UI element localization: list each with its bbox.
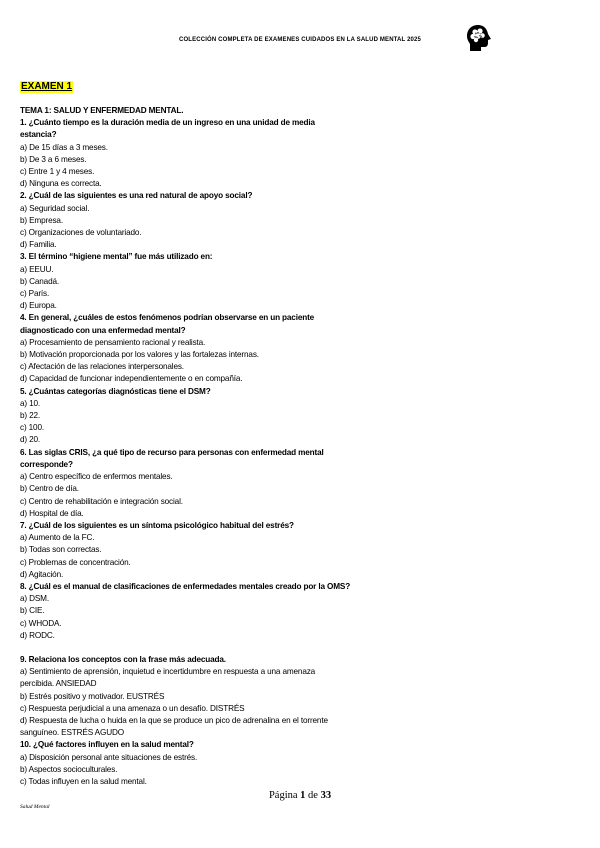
head-brain-icon: [466, 24, 492, 52]
question-line: 2. ¿Cuál de las siguientes es una red natural de apoyo social?: [20, 191, 253, 201]
answer-option: c) París.: [20, 289, 50, 299]
blank-line: [20, 642, 390, 654]
question-line: 8. ¿Cuál es el manual de clasificaciones de enfermedades mentales creado por la OMS?: [20, 581, 351, 591]
page-current: 1: [300, 790, 306, 801]
answer-option: a) Sentimiento de aprensión, inquietud e incertidumbre en respuesta a una amenaza: [20, 667, 316, 677]
question-line: 1. ¿Cuánto tiempo es la duración media de un ingreso en una unidad de media: [20, 118, 315, 128]
question-line: 3. El término “higiene mental” fue más utilizado en:: [20, 252, 213, 262]
answer-option: d) 20.: [20, 435, 41, 445]
answer-option: a) 10.: [20, 398, 41, 408]
answer-option: d) Familia.: [20, 240, 57, 250]
answer-option: c) Problemas de concentración.: [20, 557, 131, 567]
answer-option: b) Motivación proporcionada por los valores y las fortalezas internas.: [20, 350, 259, 360]
page-number: [0, 790, 600, 801]
answer-option: d) Hospital de día.: [20, 508, 84, 518]
answer-option: a) De 15 días a 3 meses.: [20, 142, 108, 152]
answer-option: c) Organizaciones de voluntariado.: [20, 228, 142, 238]
answer-option: b) Aspectos socioculturales.: [20, 764, 118, 774]
answer-option: b) Centro de día.: [20, 484, 79, 494]
question-line: 5. ¿Cuántas categorías diagnósticas tiene el DSM?: [20, 386, 211, 396]
page-total: 33: [320, 790, 332, 801]
answer-option: d) Capacidad de funcionar independientemente o en compañía.: [20, 374, 243, 384]
answer-option: c) Centro de rehabilitación e integración social.: [20, 496, 183, 506]
answer-option: sanguíneo. ESTRÉS AGUDO: [20, 728, 124, 738]
page-of: de: [308, 790, 318, 801]
answer-option: c) Entre 1 y 4 meses.: [20, 167, 95, 177]
page-word: Página: [268, 790, 298, 801]
answer-option: c) Afectación de las relaciones interpersonales.: [20, 362, 184, 372]
answer-option: a) Centro específico de enfermos mentales.: [20, 472, 173, 482]
header-title: COLECCIÓN COMPLETA DE EXAMENES CUIDADOS EN LA SALUD MENTAL 2025: [178, 37, 422, 43]
answer-option: d) RODC.: [20, 630, 55, 640]
answer-option: d) Respuesta de lucha o huida en la que se produce un pico de adrenalina en el torrente: [20, 715, 328, 725]
answer-option: c) WHODA.: [20, 618, 62, 628]
answer-option: c) 100.: [20, 423, 44, 433]
exam-heading: EXAMEN 1: [21, 81, 73, 92]
answer-option: d) Agitación.: [20, 569, 64, 579]
answer-option: b) Empresa.: [20, 215, 63, 225]
answer-option: a) Disposición personal ante situaciones de estrés.: [20, 752, 198, 762]
answer-option: c) Todas influyen en la salud mental.: [20, 776, 147, 786]
answer-option: percibida. ANSIEDAD: [20, 679, 97, 689]
answer-option: a) Aumento de la FC.: [20, 533, 95, 543]
question-line: 6. Las siglas CRIS, ¿a qué tipo de recurso para personas con enfermedad mental: [20, 447, 324, 457]
answer-option: a) Procesamiento de pensamiento racional y realista.: [20, 337, 206, 347]
answer-option: a) EEUU.: [20, 264, 54, 274]
question-line: 4. En general, ¿cuáles de estos fenómenos podrían observarse en un paciente: [20, 313, 315, 323]
answer-option: b) Canadá.: [20, 276, 60, 286]
answer-option: a) Seguridad social.: [20, 203, 90, 213]
answer-option: b) De 3 a 6 meses.: [20, 154, 87, 164]
question-line: 9. Relaciona los conceptos con la frase más adecuada.: [20, 654, 226, 664]
answer-option: b) Estrés positivo y motivador. EUSTRÉS: [20, 691, 165, 701]
question-line: estancia?: [20, 130, 57, 140]
question-line: 7. ¿Cuál de los siguientes es un síntoma psicológico habitual del estrés?: [20, 520, 294, 530]
question-line: diagnosticado con una enfermedad mental?: [20, 325, 186, 335]
footer-note: Salud Mental: [20, 804, 50, 810]
exam-content: [20, 105, 390, 788]
answer-option: a) DSM.: [20, 594, 49, 604]
question-line: 10. ¿Qué factores influyen en la salud mental?: [20, 740, 194, 750]
answer-option: b) 22.: [20, 411, 41, 421]
answer-option: b) Todas son correctas.: [20, 545, 102, 555]
answer-option: c) Respuesta perjudicial a una amenaza o un desafío. DISTRÉS: [20, 703, 245, 713]
question-line: TEMA 1: SALUD Y ENFERMEDAD MENTAL.: [20, 106, 184, 115]
answer-option: d) Europa.: [20, 301, 57, 311]
answer-option: d) Ninguna es correcta.: [20, 179, 102, 189]
answer-option: b) CIE.: [20, 606, 45, 616]
question-line: corresponde?: [20, 459, 73, 469]
